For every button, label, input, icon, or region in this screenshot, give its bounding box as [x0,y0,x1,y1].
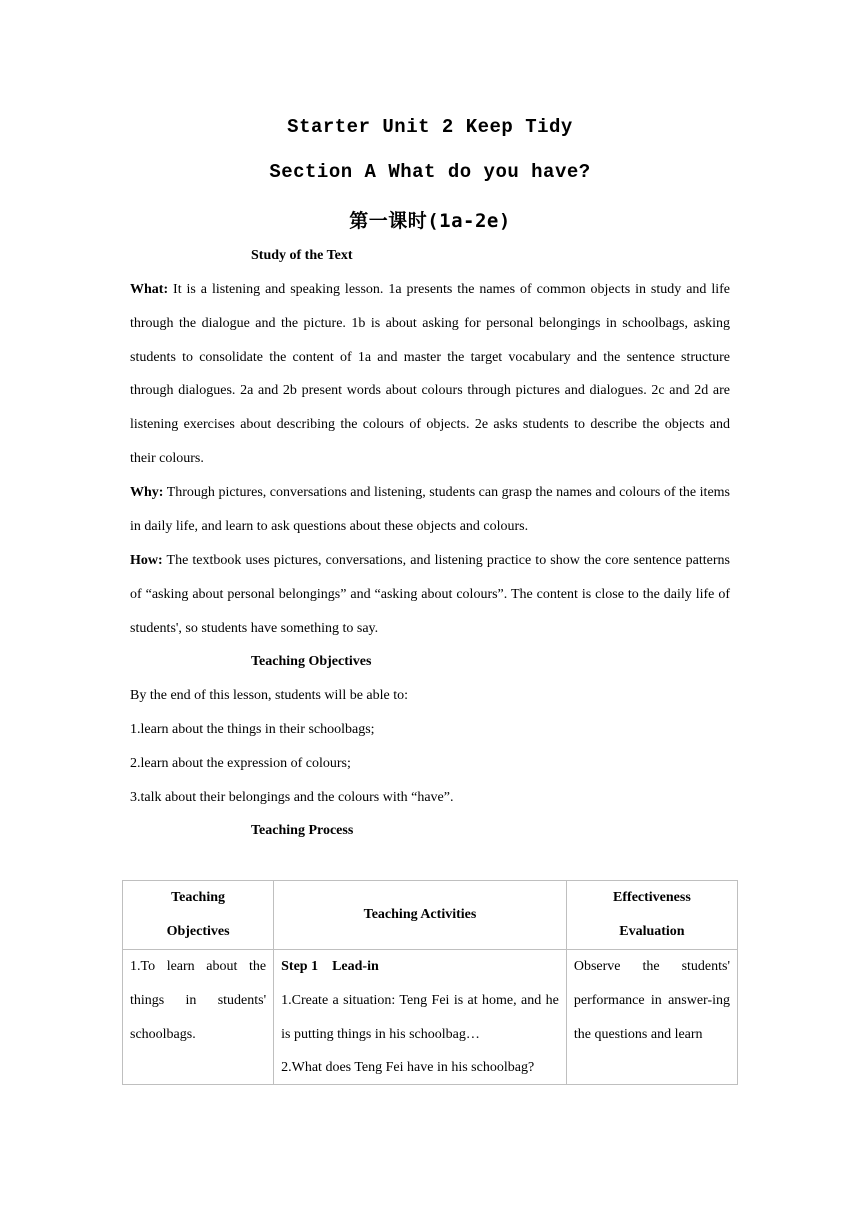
what-label: What: [130,282,169,297]
header-objectives: Teaching Objectives [123,881,274,950]
section-title: Section A What do you have? [269,161,591,183]
how-paragraph [130,544,730,645]
header-activities: Teaching Activities [274,881,567,950]
objective-item-3: 3.talk about their belongings and the colours with “have”. [130,790,454,805]
table-row [123,950,738,1085]
objectives-intro: By the end of this lesson, students will be able to: [130,688,409,703]
step-title: Step 1 Lead-in [281,959,379,974]
objectives-heading: Teaching Objectives [251,654,372,669]
study-heading: Study of the Text [251,248,353,263]
why-text: Through pictures, conversations and listening, students can grasp the names and colours of the items in daily life, and learn to ask questions about these objects and colours. [130,485,730,534]
lesson-title: 第一课时(1a-2e) [349,210,511,232]
activity-2: 2.What does Teng Fei have in his schoolbag? [281,1060,535,1076]
how-label: How: [130,553,163,568]
teaching-process-table [122,880,738,1085]
objective-item-2: 2.learn about the expression of colours; [130,756,351,771]
what-paragraph [130,273,730,476]
objective-cell: 1.To learn about the things in students' schoolbags. [123,950,274,1085]
header-evaluation: Effectiveness Evaluation [566,881,737,950]
process-heading: Teaching Process [251,823,354,838]
unit-title: Starter Unit 2 Keep Tidy [287,116,573,138]
activity-1: 1.Create a situation: Teng Fei is at home, and he is putting things in his schoolbag… [281,992,559,1042]
how-text: The textbook uses pictures, conversations, and listening practice to show the core sentence patterns of “asking about personal belongings” and “asking about colours”. The content is close to the daily life of students', so students have something to say. [130,553,730,636]
table-header-row [123,881,738,950]
activity-cell [274,950,567,1085]
what-text: It is a listening and speaking lesson. 1a presents the names of common objects in study and life through the dialogue and the picture. 1b is about asking for personal belongings in schoolbags, asking students to consolidate the content of 1a and master the target vocabulary and the sentence structure through dialogues. 2a and 2b present words about colours through pictures and dialogues. 2c and 2d are listening exercises about describing the colours of objects. 2e asks students to describe the objects and their colours. [130,282,730,466]
objective-item-1: 1.learn about the things in their schoolbags; [130,722,375,737]
why-label: Why: [130,485,164,500]
evaluation-cell: Observe the students' performance in answer-ing the questions and learn [566,950,737,1085]
why-paragraph [130,476,730,544]
